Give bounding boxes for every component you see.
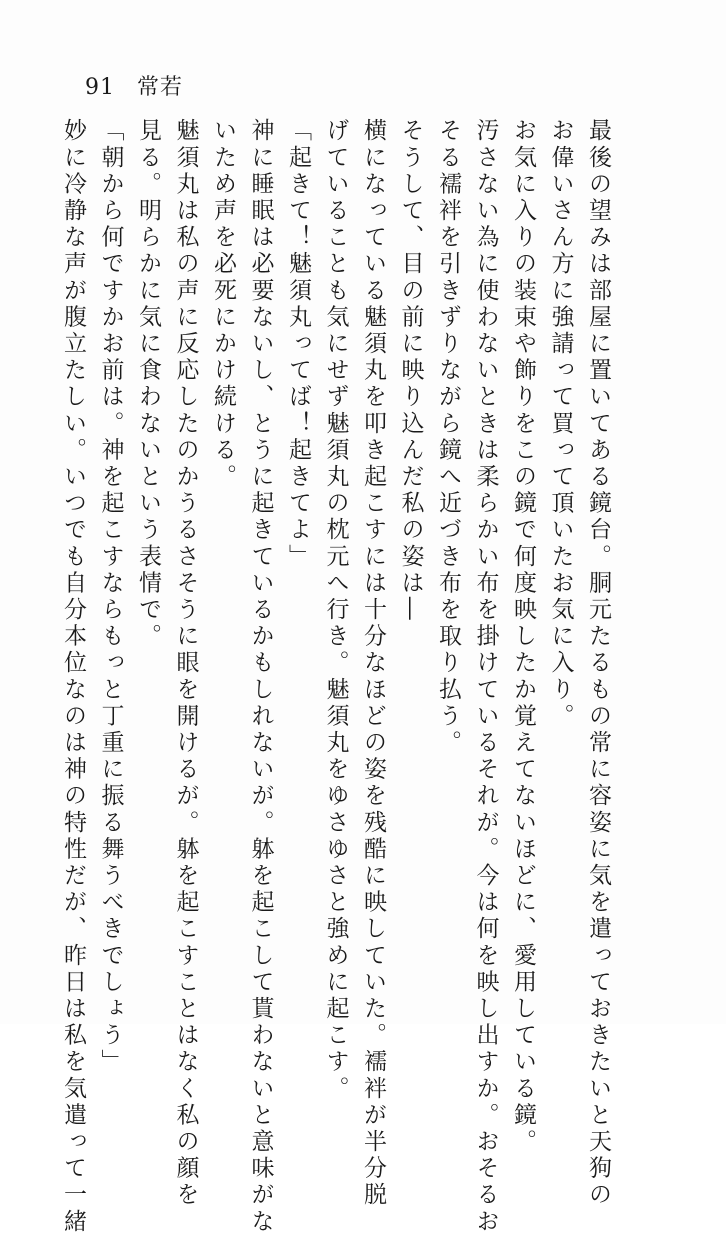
text-line: そうして、目の前に映り込んだ私の姿は― bbox=[397, 118, 424, 624]
text-line: そる襦袢を引きずりながら鏡へ近づき布を取り払う。 bbox=[435, 118, 461, 757]
page-header bbox=[85, 70, 183, 101]
text-line: 最後の望みは部屋に置いてある鏡台。胴元たるもの常に容姿に気を遣っておきたいと天狗の bbox=[585, 118, 611, 1209]
text-line: 「朝から何ですかお前は。神を起こすならもっと丁重に振る舞うべきでしょう」 bbox=[97, 118, 124, 1076]
text-line: お偉いさん方に強請って買って頂いたお気に入り。 bbox=[547, 118, 574, 730]
text-line: 「起きて！魅須丸ってば！起きてよ」 bbox=[285, 118, 311, 571]
text-line: 神に睡眠は必要ないし、とうに起きているかもしれないが。躰を起こして貰わないと意味がな bbox=[247, 118, 274, 1235]
text-line: 汚さない為に使わないときは柔らかい布を掛けているそれが。今は何を映し出すか。おそるお bbox=[472, 118, 499, 1235]
text-line: お気に入りの装束や飾りをこの鏡で何度映したか覚えてないほどに、愛用している鏡。 bbox=[510, 118, 536, 1156]
text-line: 魅須丸は私の声に反応したのかうるさそうに眼を開けるが。躰を起こすことはなく私の顔を bbox=[172, 118, 199, 1209]
text-line: 見る。明らかに気に食わないという表情で。 bbox=[135, 118, 161, 650]
vertical-body-text bbox=[60, 118, 616, 1235]
page-number: 91 bbox=[85, 75, 115, 100]
text-line: 妙に冷静な声が腹立たしい。いつでも自分本位なのは神の特性だが、昨日は私を気遣って一緒 bbox=[60, 118, 86, 1235]
text-line: げていることも気にせず魅須丸の枕元へ行き。魅須丸をゆさゆさと強めに起こす。 bbox=[322, 118, 349, 1103]
text-line: いため声を必死にかけ続ける。 bbox=[210, 118, 236, 491]
text-line: 横になっている魅須丸を叩き起こすには十分なほどの姿を残酷に映していた。襦袢が半分脱 bbox=[360, 118, 386, 1209]
chapter-title: 常若 bbox=[137, 75, 184, 100]
